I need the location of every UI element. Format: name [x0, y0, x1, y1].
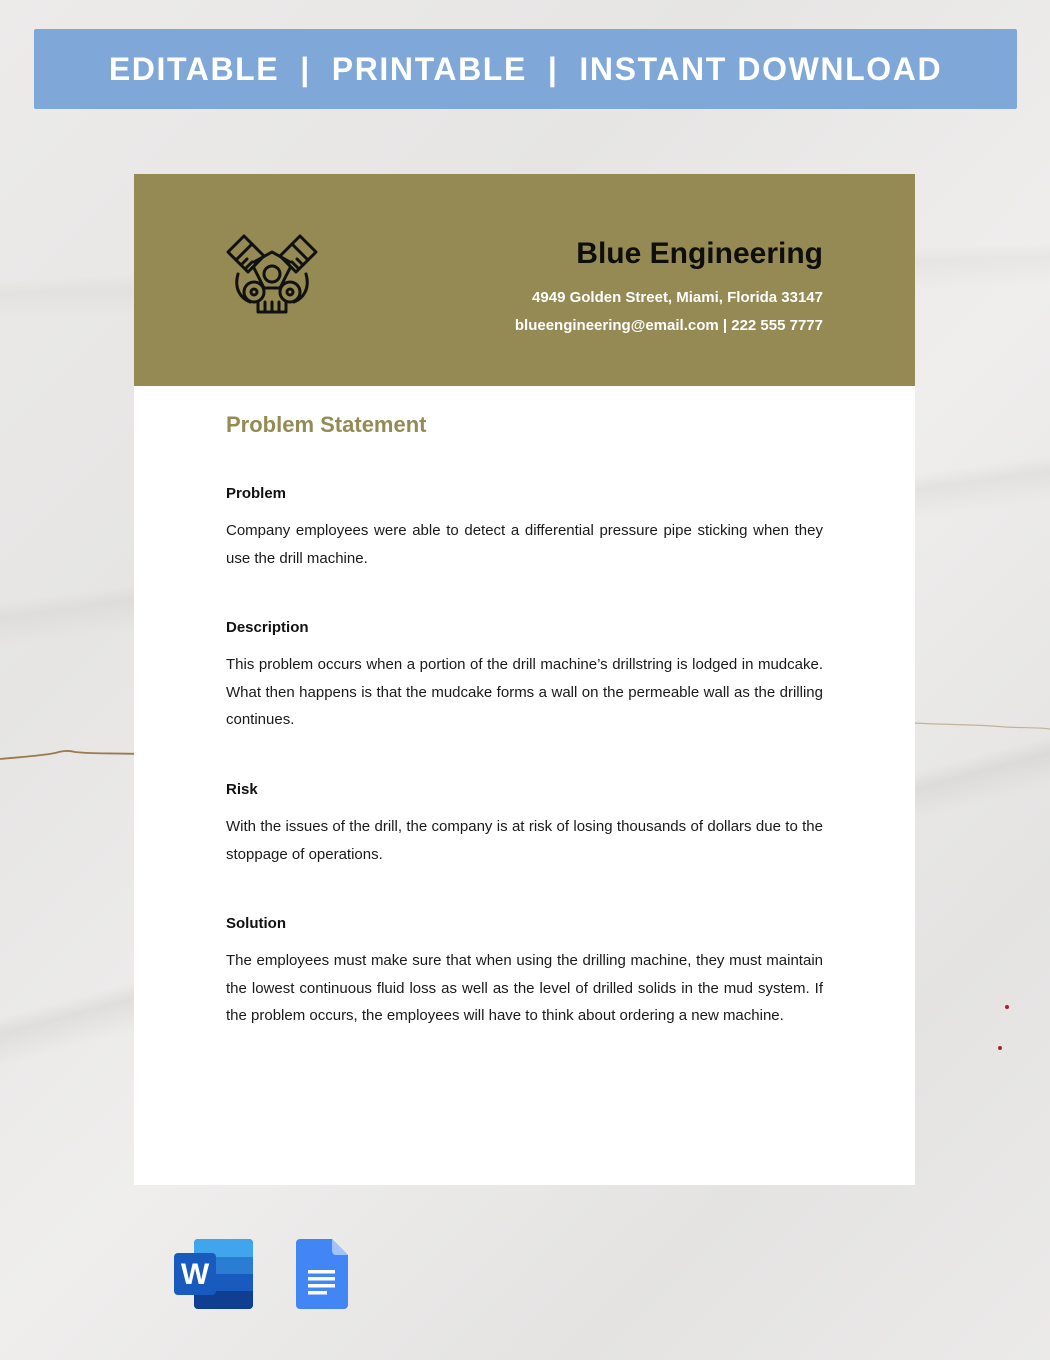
section-body: Company employees were able to detect a differential pressure pipe sticking when they use the drill machine.: [226, 522, 823, 567]
section-heading: Description: [226, 619, 309, 637]
banner-text: EDITABLE | PRINTABLE | INSTANT DOWNLOAD: [108, 50, 943, 87]
marble-vein: [915, 715, 1050, 735]
section-description: [226, 618, 823, 734]
section-problem: [226, 484, 823, 572]
google-docs-icon[interactable]: [296, 1239, 348, 1309]
svg-text:W: W: [180, 1258, 210, 1291]
document-title: Problem Statement: [226, 412, 427, 437]
section-solution: [226, 914, 823, 1030]
letterhead: [134, 174, 915, 386]
company-address: 4949 Golden Street, Miami, Florida 33147: [532, 289, 823, 306]
marble-vein: [0, 745, 140, 765]
section-risk: [226, 780, 823, 868]
word-icon[interactable]: [174, 1239, 254, 1309]
company-name: Blue Engineering: [576, 237, 823, 270]
section-body: The employees must make sure that when using the drilling machine, they must maintain the lowest continuous fluid loss as well as the level of drilled solids in the mud system. If the problem occurs, the employees will have to think about ordering a new machine.: [226, 952, 823, 1025]
section-heading: Problem: [226, 485, 287, 502]
company-info: [515, 236, 823, 336]
promo-banner: [34, 29, 1017, 109]
engine-icon: [224, 232, 320, 314]
document-body: [226, 410, 823, 1030]
company-contact: blueengineering@email.com | 222 555 7777: [514, 317, 823, 334]
section-heading: Risk: [226, 780, 258, 798]
section-body: This problem occurs when a portion of the drill machine’s drillstring is lodged in mudcake. What then happens is that the mudcake forms a wall on the permeable wall as the drilling continues.: [226, 656, 823, 729]
document-page: [134, 174, 915, 1185]
section-heading: Solution: [226, 915, 286, 933]
marble-speck: [998, 1046, 1002, 1050]
marble-speck: [1005, 1005, 1009, 1009]
section-body: With the issues of the drill, the company is at risk of losing thousands of dollars due to the stoppage of operations.: [226, 817, 823, 863]
